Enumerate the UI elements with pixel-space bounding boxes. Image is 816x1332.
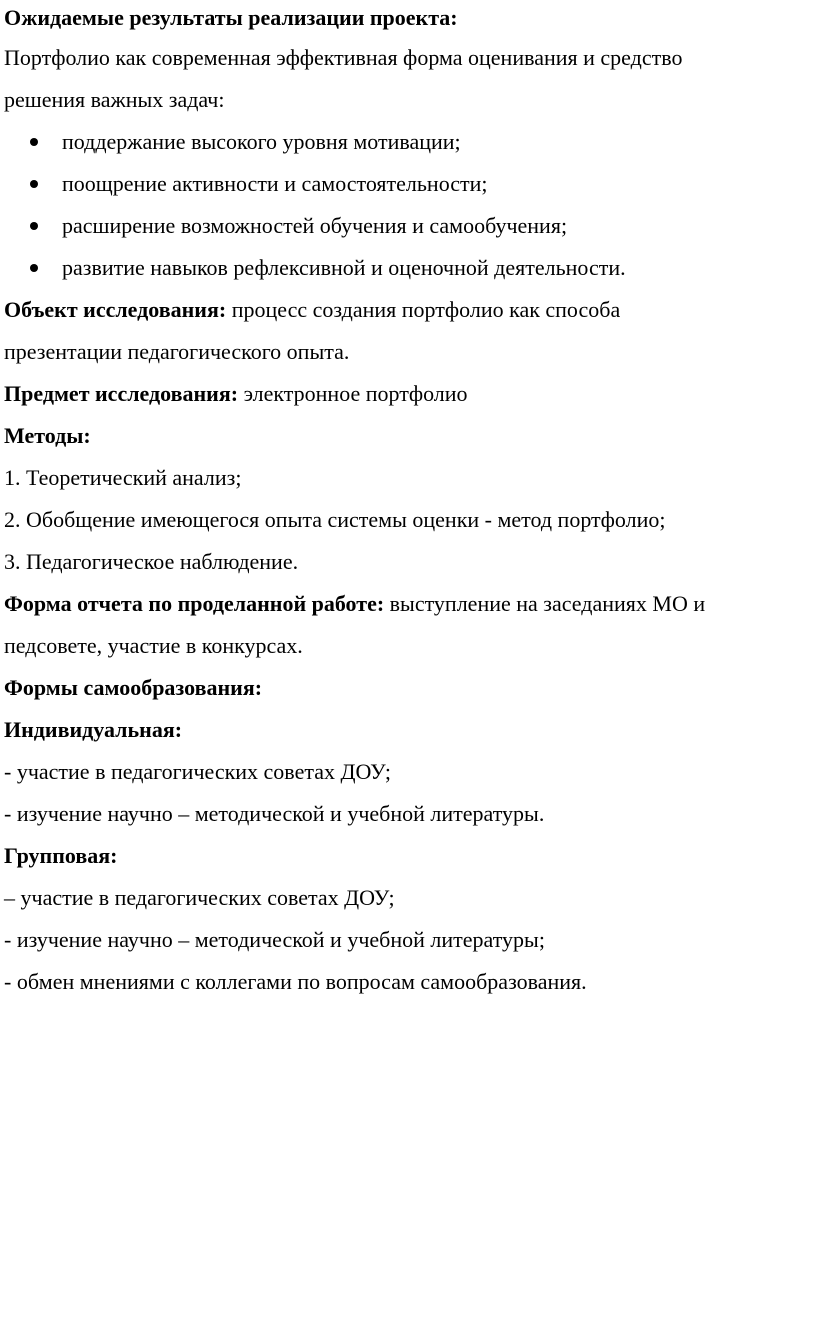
bullet-item	[30, 254, 626, 282]
subject-line	[4, 380, 468, 408]
report-line-1	[4, 590, 705, 618]
object-line-1	[4, 296, 620, 324]
bullet-icon	[30, 222, 38, 230]
bullet-icon	[30, 138, 38, 146]
bullet-text: развитие навыков рефлексивной и оценочной деятельности.	[62, 255, 626, 280]
individual-item: - изучение научно – методической и учебной литературы.	[4, 801, 545, 826]
individual-heading: Индивидуальная:	[4, 717, 183, 742]
object-text-2: презентации педагогического опыта.	[4, 339, 350, 364]
methods-heading: Методы:	[4, 423, 91, 448]
expected-results-heading: Ожидаемые результаты реализации проекта:	[4, 5, 458, 30]
bullet-text: расширение возможностей обучения и самообучения;	[62, 213, 568, 238]
bullet-item	[30, 212, 567, 240]
group-heading: Групповая:	[4, 843, 118, 868]
expected-intro-line-2: решения важных задач:	[4, 87, 225, 112]
expected-intro-line-1: Портфолио как современная эффективная форма оценивания и средство	[4, 45, 683, 70]
bullet-icon	[30, 180, 38, 188]
bullet-icon	[30, 264, 38, 272]
group-item: – участие в педагогических советах ДОУ;	[4, 885, 395, 910]
bullet-item	[30, 170, 488, 198]
report-text-1: выступление на заседаниях МО и	[384, 591, 706, 616]
self-education-heading: Формы самообразования:	[4, 675, 263, 700]
report-text-2: педсовете, участие в конкурсах.	[4, 633, 303, 658]
bullet-item	[30, 128, 461, 156]
group-item: - изучение научно – методической и учебной литературы;	[4, 927, 545, 952]
report-label: Форма отчета по проделанной работе:	[4, 591, 385, 616]
method-item: 1. Теоретический анализ;	[4, 465, 242, 490]
individual-item: - участие в педагогических советах ДОУ;	[4, 759, 391, 784]
bullet-text: поощрение активности и самостоятельности;	[62, 171, 488, 196]
method-item: 2. Обобщение имеющегося опыта системы оценки - метод портфолио;	[4, 507, 666, 532]
bullet-text: поддержание высокого уровня мотивации;	[62, 129, 461, 154]
object-text-1: процесс создания портфолио как способа	[226, 297, 621, 322]
subject-text: электронное портфолио	[238, 381, 468, 406]
group-item: - обмен мнениями с коллегами по вопросам самообразования.	[4, 969, 587, 994]
subject-label: Предмет исследования:	[4, 381, 239, 406]
method-item: 3. Педагогическое наблюдение.	[4, 549, 299, 574]
object-label: Объект исследования:	[4, 297, 227, 322]
